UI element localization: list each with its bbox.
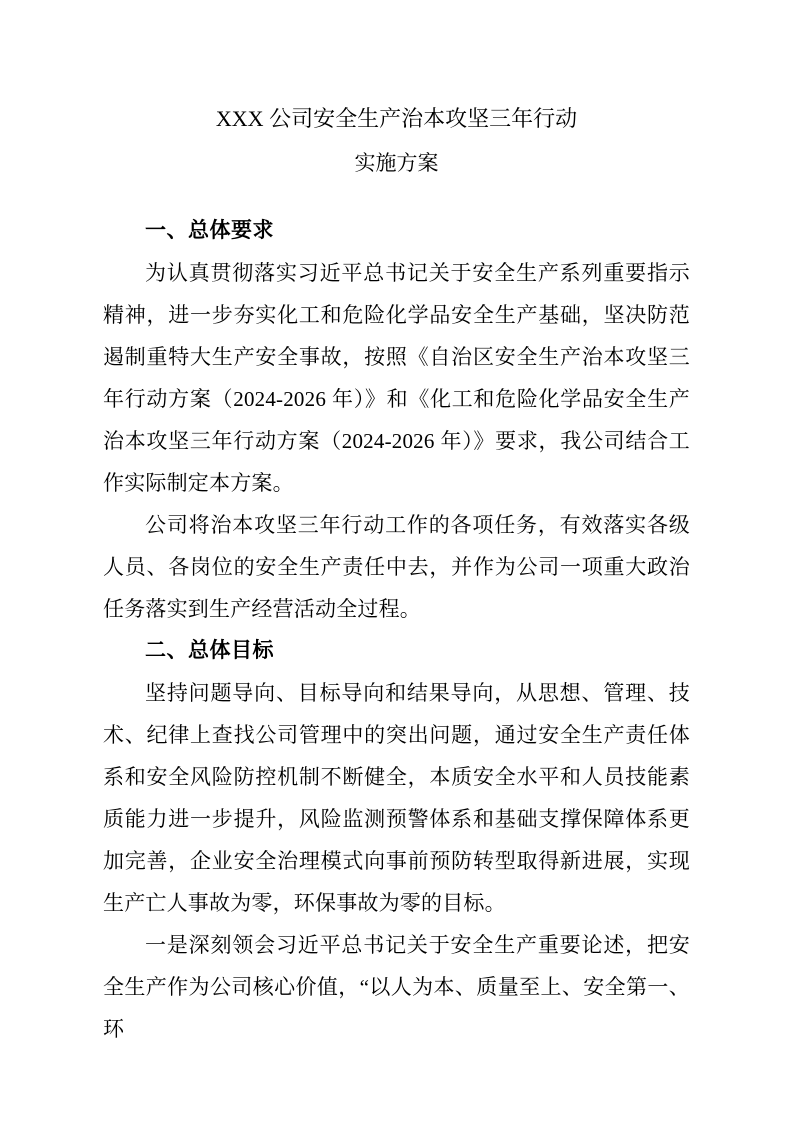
section-1-paragraph-1: 为认真贯彻落实习近平总书记关于安全生产系列重要指示精神，进一步夯实化工和危险化学品安全生产基础，坚决防范遏制重特大生产安全事故，按照《自治区安全生产治本攻坚三年行动方案（2024-2026 年）》和《化工和危险化学品安全生产治本攻坚三年行动方案（2024-2026 年）》要求，我公司结合工作实际制定本方案。 bbox=[103, 261, 690, 495]
doc-title-line-1: XXX 公司安全生产治本攻坚三年行动 bbox=[215, 106, 578, 131]
document-body bbox=[103, 210, 690, 1050]
section-2-paragraph-2: 一是深刻领会习近平总书记关于安全生产重要论述，把安全生产作为公司核心价值，“以人为本、质量至上、安全第一、环 bbox=[103, 933, 690, 1041]
section-2-paragraph-1: 坚持问题导向、目标导向和结果导向，从思想、管理、技术、纪律上查找公司管理中的突出问题，通过安全生产责任体系和安全风险防控机制不断健全，本质安全水平和人员技能素质能力进一步提升，风险监测预警体系和基础支撑保障体系更加完善，企业安全治理模式向事前预防转型取得新进展，实现生产亡人事故为零，环保事故为零的目标。 bbox=[103, 681, 690, 915]
doc-title-line-2: 实施方案 bbox=[354, 151, 439, 175]
section-1-paragraph-2: 公司将治本攻坚三年行动工作的各项任务，有效落实各级人员、各岗位的安全生产责任中去，并作为公司一项重大政治任务落实到生产经营活动全过程。 bbox=[103, 513, 690, 621]
section-1-heading: 一、总体要求 bbox=[145, 219, 274, 242]
section-2-heading: 二、总体目标 bbox=[145, 639, 274, 662]
